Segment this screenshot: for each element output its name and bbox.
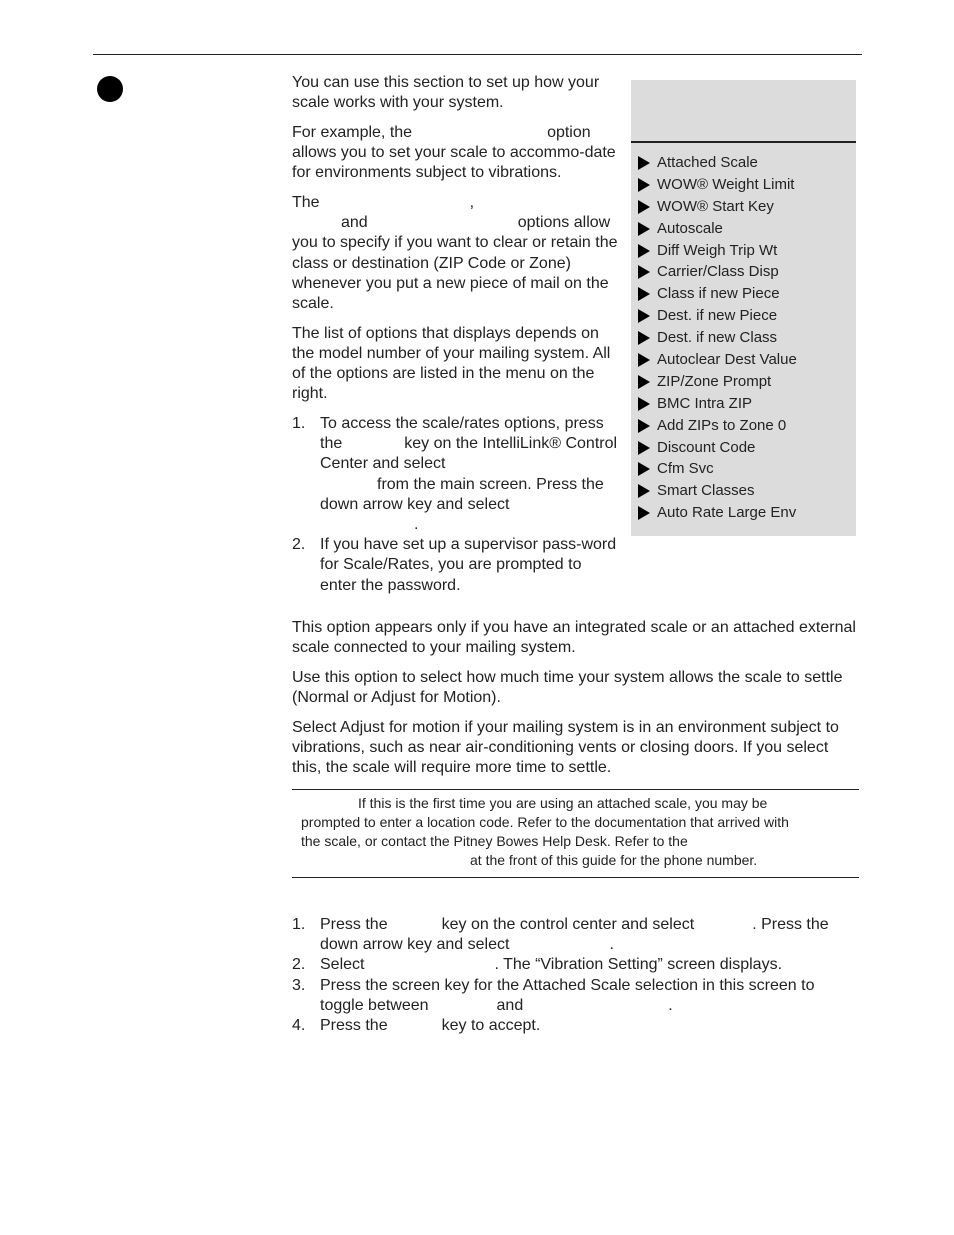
section-paragraph-1: This option appears only if you have an integrated scale or an attached external scale connected to your mailing system. — [292, 619, 856, 657]
menu-item-label: Auto Rate Large Env — [657, 504, 797, 522]
note-line-4: at the front of this guide for the phone number. — [470, 852, 758, 868]
triangle-right-icon — [638, 244, 650, 258]
triangle-right-icon — [638, 309, 650, 323]
menu-item-label: Attached Scale — [657, 154, 758, 171]
menu-item — [638, 458, 797, 480]
triangle-right-icon — [638, 484, 650, 498]
menu-item — [638, 261, 797, 283]
menu-item — [638, 502, 797, 524]
menu-item-label: Diff Weigh Trip Wt — [657, 241, 778, 259]
menu-item — [638, 174, 797, 196]
section-bullet-icon — [97, 76, 123, 102]
menu-item — [638, 415, 797, 437]
menu-item-label: Class if new Piece — [657, 285, 780, 303]
menu-item-label: Carrier/Class Disp — [657, 263, 779, 281]
list-item: 3. Press the screen key for the Attached Scale selection in this screen to toggle between and . — [292, 976, 815, 1014]
panel-divider — [631, 141, 856, 143]
list-item: 2. If you have set up a supervisor pass-word for Scale/Rates, you are prompted to enter the password. — [292, 536, 617, 594]
triangle-right-icon — [638, 375, 650, 389]
intro-paragraph-4: The list of options that displays depends on the model number of your mailing system. All of the options are listed in the menu on the right. — [292, 324, 611, 403]
triangle-right-icon — [638, 353, 650, 367]
menu-item-label: Add ZIPs to Zone 0 — [657, 416, 787, 434]
menu-item-label: BMC Intra ZIP — [657, 394, 753, 412]
intro-paragraph-3: The , and options allow you to specify if you want to clear or retain the class or destination (ZIP Code or Zone) whenever you put a new piece of mail on the scale. — [292, 194, 618, 313]
menu-item-label: Cfm Svc — [657, 460, 714, 478]
menu-item — [638, 371, 797, 393]
menu-item — [638, 305, 797, 327]
triangle-right-icon — [638, 178, 650, 192]
list-item: 4. Press the key to accept. — [292, 1017, 541, 1035]
menu-item-label: Dest. if new Piece — [657, 307, 778, 325]
triangle-right-icon — [638, 419, 650, 433]
list-item: 2. Select . The “Vibration Setting” screen displays. — [292, 956, 783, 974]
triangle-right-icon — [638, 156, 650, 170]
triangle-right-icon — [638, 287, 650, 301]
section-paragraph-2: Use this option to select how much time your system allows the scale to settle (Normal or Adjust for Motion). — [292, 668, 843, 707]
attached-scale-section — [292, 618, 862, 778]
menu-item — [638, 393, 797, 415]
triangle-right-icon — [638, 462, 650, 476]
triangle-right-icon — [638, 265, 650, 279]
menu-item-label: WOW® Weight Limit — [657, 175, 795, 193]
menu-item-label: WOW® Start Key — [657, 197, 774, 215]
menu-item-label: Smart Classes — [657, 482, 755, 500]
note-line-2: prompted to enter a location code. Refer to the documentation that arrived with — [301, 814, 789, 830]
menu-item — [638, 152, 797, 174]
note-box — [292, 789, 859, 878]
menu-item — [638, 349, 797, 371]
triangle-right-icon — [638, 331, 650, 345]
menu-item — [638, 480, 797, 502]
menu-item — [638, 196, 797, 218]
menu-item-label: ZIP/Zone Prompt — [657, 372, 772, 390]
options-menu-panel — [631, 80, 856, 536]
triangle-right-icon — [638, 506, 650, 520]
list-item: 1. To access the scale/rates options, press the key on the IntelliLink® Control Center and select from the main screen. Press the down arrow key and select . — [292, 415, 618, 534]
menu-item — [638, 437, 797, 459]
menu-item-label: Autoclear Dest Value — [657, 351, 797, 369]
intro-paragraph-1: You can use this section to set up how your scale works with your system. — [292, 74, 600, 112]
header-rule — [93, 54, 862, 55]
triangle-right-icon — [638, 222, 650, 236]
menu-item-label: Dest. if new Class — [657, 329, 778, 347]
section-paragraph-3: Select Adjust for motion if your mailing system is in an environment subject to vibrations, such as near air-conditioning vents or closing doors. If you select this, the scale will require more time to settle. — [292, 718, 839, 777]
intro-paragraph-2: For example, the option allows you to set your scale to accommo-date for environments subject to vibrations. — [292, 123, 616, 182]
options-menu-list — [638, 152, 797, 524]
menu-item-label: Autoscale — [657, 219, 723, 237]
menu-item — [638, 283, 797, 305]
scale-steps-list — [292, 915, 858, 1036]
note-line-1: If this is the first time you are using an attached scale, you may be — [358, 795, 768, 811]
intro-text — [292, 73, 622, 405]
note-line-3: the scale, or contact the Pitney Bowes Help Desk. Refer to the — [301, 833, 688, 849]
menu-item-label: Discount Code — [657, 438, 756, 456]
menu-item — [638, 240, 797, 262]
menu-item — [638, 327, 797, 349]
triangle-right-icon — [638, 200, 650, 214]
triangle-right-icon — [638, 397, 650, 411]
list-item: 1. Press the key on the control center and select . Press the down arrow key and select . — [292, 916, 829, 954]
triangle-right-icon — [638, 441, 650, 455]
menu-item — [638, 218, 797, 240]
